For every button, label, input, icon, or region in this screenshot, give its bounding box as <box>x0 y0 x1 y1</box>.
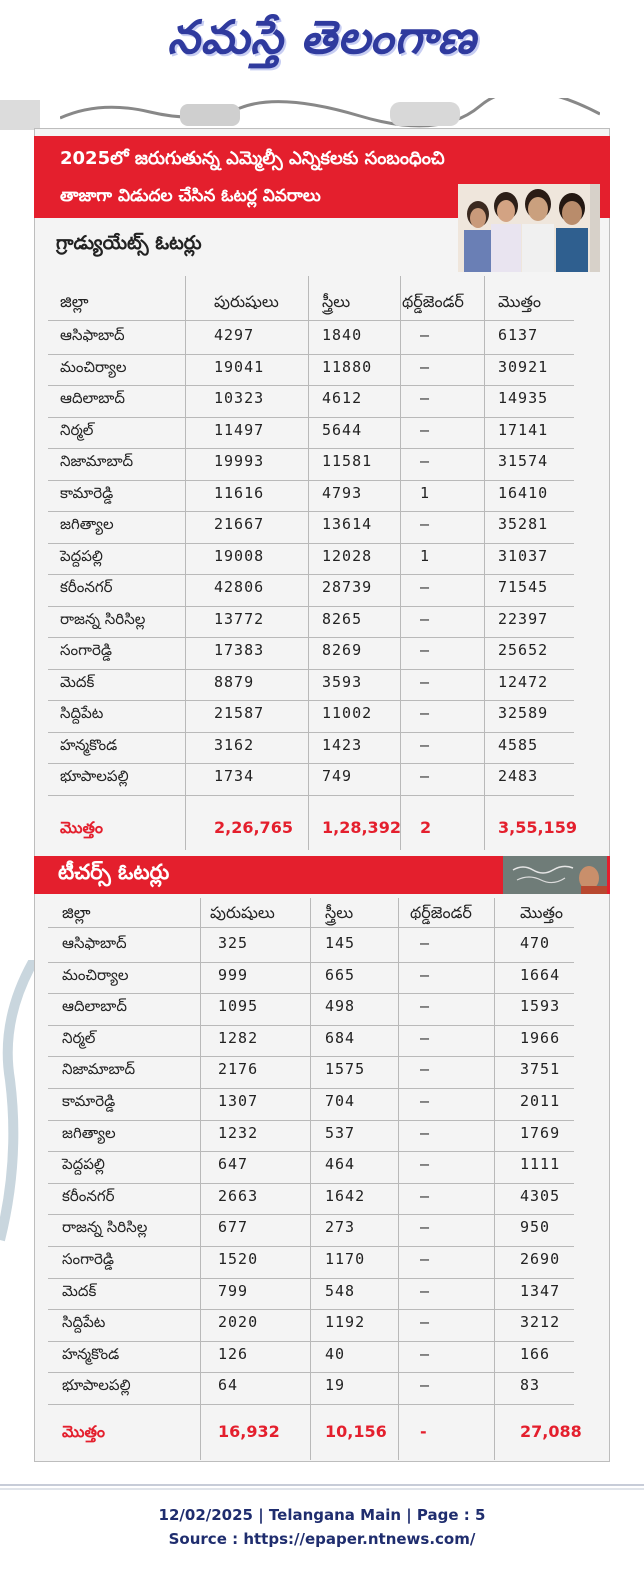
column-divider <box>484 276 485 850</box>
district-name: రాజన్న సిరిసిల్ల <box>60 609 146 628</box>
table-cell: – <box>420 609 431 628</box>
graduates-section-title: గ్రాడ్యుయేట్స్ ఓటర్లు <box>56 232 202 254</box>
header-divider <box>48 320 574 321</box>
table-cell: – <box>420 1186 431 1205</box>
table-cell: 1 <box>420 483 431 502</box>
table-cell: 25652 <box>498 641 549 659</box>
table-cell: – <box>420 767 431 785</box>
table-cell: 799 <box>218 1281 249 1300</box>
table-cell: 647 <box>218 1155 249 1174</box>
table-cell: 19008 <box>214 546 265 565</box>
total-value: 16,932 <box>218 1422 280 1441</box>
table-cell: 325 <box>218 934 249 952</box>
table-cell: 1111 <box>520 1155 561 1174</box>
row-divider <box>48 700 574 701</box>
footer-date-edition: 12/02/2025 | Telangana Main | Page : 5 <box>158 1506 486 1524</box>
district-name: నిర్మల్ <box>62 1028 96 1047</box>
row-divider <box>48 1246 574 1247</box>
table-cell: 31574 <box>498 452 549 470</box>
row-divider <box>48 1341 574 1342</box>
table-cell: – <box>420 965 431 984</box>
table-cell: 2663 <box>218 1186 259 1205</box>
table-cell: – <box>420 934 431 952</box>
column-header: జిల్లా <box>62 903 91 922</box>
column-divider <box>400 276 401 850</box>
table-cell: 2020 <box>218 1313 259 1332</box>
district-name: సంగారెడ్డి <box>60 641 112 659</box>
table-cell: 83 <box>520 1376 541 1395</box>
table-cell: 5644 <box>322 420 363 439</box>
table-cell: 28739 <box>322 578 373 596</box>
table-cell: 548 <box>325 1281 356 1300</box>
row-divider <box>48 763 574 764</box>
district-name: సంగారెడ్డి <box>62 1250 114 1268</box>
column-divider <box>398 898 399 1460</box>
row-divider <box>48 417 574 418</box>
masthead <box>0 0 644 98</box>
table-cell: 35281 <box>498 515 549 533</box>
table-cell: – <box>420 641 431 659</box>
district-name: మంచిర్యాల <box>62 965 129 984</box>
district-name: మంచిర్యాల <box>60 357 127 376</box>
row-divider <box>48 574 574 575</box>
column-divider <box>185 276 186 850</box>
table-cell: 11002 <box>322 704 373 722</box>
table-cell: 1307 <box>218 1092 259 1110</box>
table-cell: – <box>420 672 431 691</box>
column-header: జిల్లా <box>60 292 89 311</box>
row-divider <box>48 1278 574 1279</box>
district-name: ఆసిఫాబాద్ <box>62 934 127 952</box>
table-cell: 2176 <box>218 1060 259 1079</box>
background-illustration <box>60 98 600 128</box>
row-divider <box>48 448 574 449</box>
table-cell: 749 <box>322 767 353 785</box>
table-cell: 3212 <box>520 1313 561 1332</box>
district-name: కరీంనగర్ <box>60 578 113 596</box>
total-value: 2 <box>420 818 432 837</box>
district-name: హన్మకొండ <box>60 735 118 754</box>
table-cell: 126 <box>218 1344 249 1363</box>
district-name: పెద్దపల్లి <box>60 546 103 565</box>
table-cell: – <box>420 1155 431 1174</box>
district-name: మెదక్ <box>62 1281 97 1300</box>
table-cell: 11616 <box>214 483 265 502</box>
table-cell: 32589 <box>498 704 549 722</box>
table-cell: 21667 <box>214 515 265 533</box>
table-cell: 11497 <box>214 420 265 439</box>
row-divider <box>48 795 574 796</box>
table-cell: 1593 <box>520 997 561 1016</box>
table-cell: 8879 <box>214 672 255 691</box>
district-name: ఆసిఫాబాద్ <box>60 326 125 344</box>
district-name: కామారెడ్డి <box>60 483 114 502</box>
total-value: 3,55,159 <box>498 818 577 837</box>
table-cell: 14935 <box>498 389 549 407</box>
table-cell: 4612 <box>322 389 363 407</box>
district-name: నిర్మల్ <box>60 420 94 439</box>
row-divider <box>48 543 574 544</box>
district-name: జగిత్యాల <box>62 1123 116 1142</box>
table-cell: – <box>420 357 431 376</box>
table-cell: 22397 <box>498 609 549 628</box>
table-cell: 19 <box>325 1376 346 1395</box>
district-name: భూపాలపల్లి <box>62 1376 131 1395</box>
table-cell: 42806 <box>214 578 265 596</box>
table-cell: 1664 <box>520 965 561 984</box>
total-label: మొత్తం <box>60 818 104 837</box>
table-cell: 40 <box>325 1344 346 1363</box>
row-divider <box>48 1088 574 1089</box>
table-cell: – <box>420 997 431 1016</box>
row-divider <box>48 732 574 733</box>
table-cell: 12472 <box>498 672 549 691</box>
column-header: పురుషులు <box>214 292 279 311</box>
table-cell: 2690 <box>520 1250 561 1268</box>
total-value: - <box>420 1422 427 1441</box>
table-cell: 684 <box>325 1028 356 1047</box>
district-name: భూపాలపల్లి <box>60 767 129 785</box>
table-cell: 64 <box>218 1376 239 1395</box>
table-cell: 13614 <box>322 515 373 533</box>
table-cell: 1575 <box>325 1060 366 1079</box>
row-divider <box>48 637 574 638</box>
table-cell: 11880 <box>322 357 373 376</box>
table-cell: 3162 <box>214 735 255 754</box>
table-cell: 704 <box>325 1092 356 1110</box>
row-divider <box>48 480 574 481</box>
table-cell: 665 <box>325 965 356 984</box>
table-cell: – <box>420 326 431 344</box>
total-value: 10,156 <box>325 1422 387 1441</box>
table-cell: – <box>420 452 431 470</box>
column-header: స్త్రీలు <box>325 903 354 922</box>
district-name: నిజామాబాద్ <box>62 1060 136 1079</box>
table-cell: – <box>420 515 431 533</box>
header-divider <box>48 927 574 928</box>
table-cell: 1642 <box>325 1186 366 1205</box>
table-cell: 2011 <box>520 1092 561 1110</box>
row-divider <box>48 1309 574 1310</box>
column-divider <box>494 898 495 1460</box>
district-name: రాజన్న సిరిసిల్ల <box>62 1218 148 1237</box>
table-cell: 1840 <box>322 326 363 344</box>
district-name: కరీంనగర్ <box>62 1186 115 1205</box>
column-header: పురుషులు <box>210 903 275 922</box>
column-header: మొత్తం <box>498 292 542 311</box>
table-cell: 166 <box>520 1344 551 1363</box>
column-divider <box>200 898 201 1460</box>
table-cell: 1 <box>420 546 431 565</box>
table-cell: 464 <box>325 1155 356 1174</box>
footer-divider-secondary <box>0 1488 644 1490</box>
table-cell: 1520 <box>218 1250 259 1268</box>
table-cell: 677 <box>218 1218 249 1237</box>
footer-divider <box>0 1484 644 1486</box>
table-cell: 4305 <box>520 1186 561 1205</box>
row-divider <box>48 354 574 355</box>
column-header: థర్డ్‌జెండర్ <box>402 292 464 311</box>
table-cell: – <box>420 704 431 722</box>
total-value: 27,088 <box>520 1422 582 1441</box>
table-cell: – <box>420 1060 431 1079</box>
table-cell: 1423 <box>322 735 363 754</box>
table-cell: 31037 <box>498 546 549 565</box>
district-name: సిద్దిపేట <box>60 704 104 722</box>
background-curve <box>0 960 34 1260</box>
row-divider <box>48 1183 574 1184</box>
table-cell: 4585 <box>498 735 539 754</box>
table-cell: 71545 <box>498 578 549 596</box>
row-divider <box>48 993 574 994</box>
table-cell: 470 <box>520 934 551 952</box>
column-divider <box>308 276 309 850</box>
table-cell: – <box>420 389 431 407</box>
column-header: మొత్తం <box>520 903 564 922</box>
table-cell: 10323 <box>214 389 265 407</box>
row-divider <box>48 606 574 607</box>
table-cell: 3751 <box>520 1060 561 1079</box>
row-divider <box>48 669 574 670</box>
footer-source: Source : https://epaper.ntnews.com/ <box>168 1530 476 1548</box>
table-cell: 21587 <box>214 704 265 722</box>
district-name: హన్మకొండ <box>62 1344 120 1363</box>
table-cell: 1347 <box>520 1281 561 1300</box>
blackboard-photo <box>503 856 607 894</box>
voters-photo <box>458 184 600 272</box>
table-cell: 145 <box>325 934 356 952</box>
row-divider <box>48 1214 574 1215</box>
table-cell: 4297 <box>214 326 255 344</box>
total-value: 2,26,765 <box>214 818 293 837</box>
table-cell: 1170 <box>325 1250 366 1268</box>
table-cell: 19993 <box>214 452 265 470</box>
column-header: థర్డ్‌జెండర్ <box>410 903 472 922</box>
table-cell: – <box>420 1218 431 1237</box>
table-cell: 1192 <box>325 1313 366 1332</box>
table-cell: 498 <box>325 997 356 1016</box>
district-name: కామారెడ్డి <box>62 1092 116 1110</box>
row-divider <box>48 1056 574 1057</box>
table-cell: 1232 <box>218 1123 259 1142</box>
table-cell: – <box>420 1123 431 1142</box>
row-divider <box>48 385 574 386</box>
column-divider <box>310 898 311 1460</box>
district-name: సిద్దిపేట <box>62 1313 106 1332</box>
table-cell: 950 <box>520 1218 551 1237</box>
table-cell: 30921 <box>498 357 549 376</box>
row-divider <box>48 1404 574 1405</box>
table-cell: 1734 <box>214 767 255 785</box>
table-cell: 8265 <box>322 609 363 628</box>
table-cell: 999 <box>218 965 249 984</box>
table-cell: 8269 <box>322 641 363 659</box>
background-shape <box>0 100 40 130</box>
row-divider <box>48 1025 574 1026</box>
table-cell: 273 <box>325 1218 356 1237</box>
district-name: నిజామాబాద్ <box>60 452 134 470</box>
district-name: మెదక్ <box>60 672 95 691</box>
row-divider <box>48 1120 574 1121</box>
table-cell: – <box>420 1344 431 1363</box>
row-divider <box>48 1151 574 1152</box>
column-header: స్త్రీలు <box>322 292 351 311</box>
table-cell: 19041 <box>214 357 265 376</box>
table-cell: 537 <box>325 1123 356 1142</box>
table-cell: 1095 <box>218 997 259 1016</box>
total-value: 1,28,392 <box>322 818 401 837</box>
table-cell: 13772 <box>214 609 265 628</box>
table-cell: – <box>420 578 431 596</box>
table-cell: 1966 <box>520 1028 561 1047</box>
table-cell: – <box>420 1250 431 1268</box>
masthead-logo: నమస్తే తెలంగాణ <box>167 10 477 64</box>
district-name: ఆదిలాబాద్ <box>62 997 127 1016</box>
total-label: మొత్తం <box>62 1422 106 1441</box>
table-cell: 4793 <box>322 483 363 502</box>
table-cell: – <box>420 735 431 754</box>
table-cell: 3593 <box>322 672 363 691</box>
row-divider <box>48 962 574 963</box>
row-divider <box>48 511 574 512</box>
teachers-section-title: టీచర్స్ ఓటర్లు <box>58 860 170 884</box>
table-cell: – <box>420 1028 431 1047</box>
district-name: ఆదిలాబాద్ <box>60 389 125 407</box>
district-name: జగిత్యాల <box>60 515 114 533</box>
headline-line-2: తాజాగా విడుదల చేసిన ఓటర్ల వివరాలు <box>60 186 321 206</box>
table-cell: – <box>420 1376 431 1395</box>
table-cell: 17383 <box>214 641 265 659</box>
table-cell: – <box>420 1092 431 1110</box>
district-name: పెద్దపల్లి <box>62 1155 105 1174</box>
table-cell: 6137 <box>498 326 539 344</box>
table-cell: 1769 <box>520 1123 561 1142</box>
table-cell: – <box>420 1281 431 1300</box>
table-cell: 2483 <box>498 767 539 785</box>
table-cell: 17141 <box>498 420 549 439</box>
table-cell: – <box>420 1313 431 1332</box>
table-cell: 11581 <box>322 452 373 470</box>
table-cell: 1282 <box>218 1028 259 1047</box>
table-cell: 12028 <box>322 546 373 565</box>
table-cell: – <box>420 420 431 439</box>
headline-line-1: 2025లో జరుగుతున్న ఎమ్మెల్సీ ఎన్నికలకు సంబంధించి <box>60 148 445 169</box>
table-cell: 16410 <box>498 483 549 502</box>
row-divider <box>48 1372 574 1373</box>
